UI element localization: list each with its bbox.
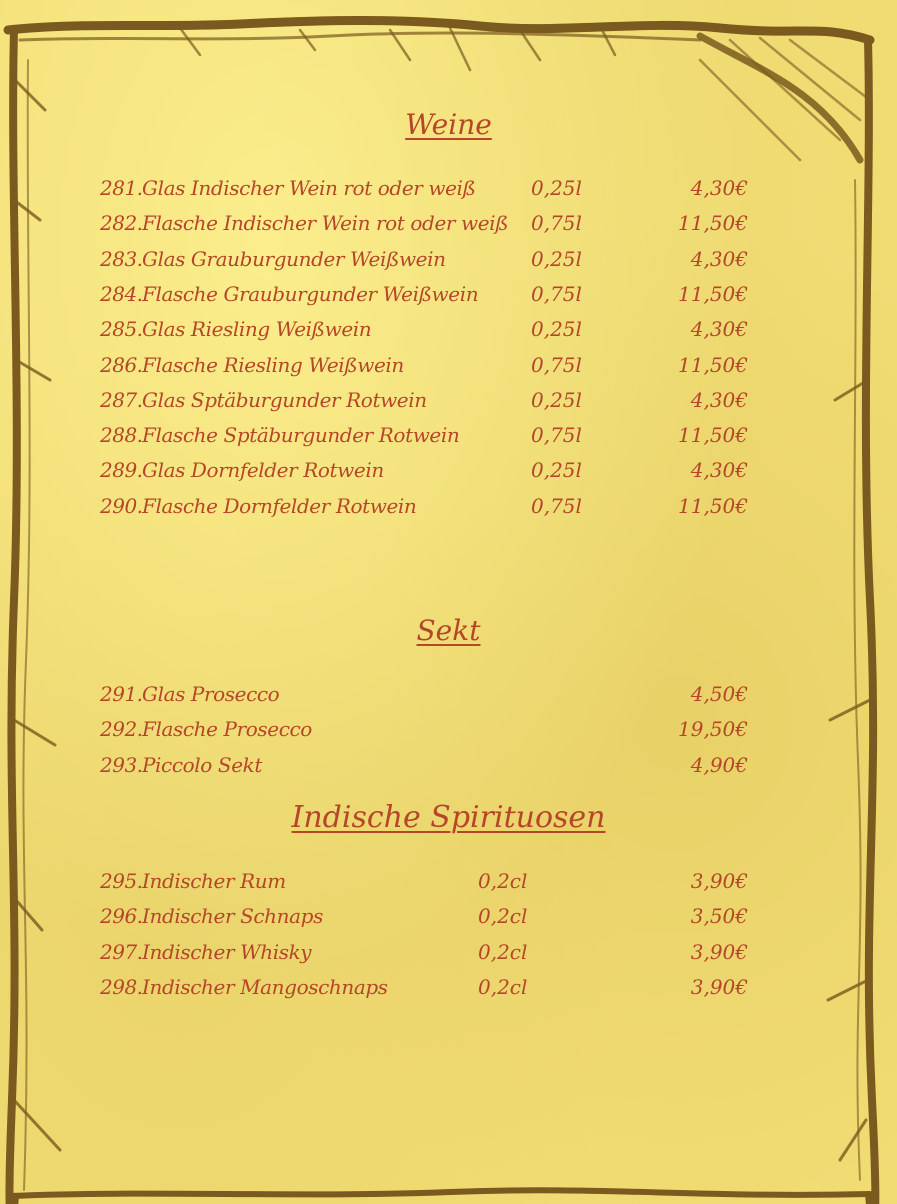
item-price: 4,30€ [690,387,748,412]
item-price: 3,50€ [690,904,748,929]
item-number: 295. [100,869,143,893]
item-size: 0,25l [531,246,582,271]
item-name: Glas Sptäburgunder Rotwein [142,387,427,412]
menu-item [0,206,897,240]
item-name: Indischer Schnaps [142,904,323,929]
item-number: 296. [100,904,143,929]
item-price: 11,50€ [678,211,748,236]
menu-item [0,489,897,523]
menu-item [0,935,897,969]
menu-item [0,171,897,205]
item-name: Glas Indischer Wein rot oder weiß [142,176,476,200]
menu-item [0,418,897,452]
menu-item [0,899,897,933]
item-number: 290. [100,493,143,518]
item-price: 3,90€ [690,939,748,964]
item-size: 0,75l [531,352,582,377]
menu-item [0,748,897,782]
item-name: Indischer Rum [142,869,286,893]
item-price: 4,30€ [690,246,748,271]
item-name: Glas Grauburgunder Weißwein [142,246,446,271]
item-size: 0,25l [531,458,582,483]
menu-item [0,453,897,487]
item-name: Flasche Sptäburgunder Rotwein [142,423,460,448]
item-size: 0,2cl [478,869,528,893]
menu-item [0,677,897,711]
item-price: 4,30€ [690,176,748,200]
menu-item [0,970,897,1004]
item-price: 11,50€ [678,493,748,518]
menu-item [0,712,897,746]
item-name: Flasche Indischer Wein rot oder weiß [142,211,509,236]
item-price: 4,30€ [690,317,748,342]
item-number: 284. [100,281,143,306]
item-number: 281. [100,176,143,200]
section-title-spirituosen: Indische Spirituosen [291,800,606,835]
item-name: Glas Dornfelder Rotwein [142,458,384,483]
item-number: 291. [100,682,143,706]
menu-item [0,864,897,898]
item-number: 289. [100,458,143,483]
item-price: 11,50€ [678,352,748,377]
item-size: 0,75l [531,493,582,518]
item-price: 11,50€ [678,281,748,306]
item-size: 0,25l [531,176,582,200]
item-name: Piccolo Sekt [142,752,262,777]
menu-item [0,312,897,346]
item-number: 282. [100,211,143,236]
section-title-weine: Weine [405,108,492,141]
menu-item [0,383,897,417]
item-size: 0,75l [531,281,582,306]
menu-item [0,348,897,382]
item-price: 4,90€ [690,752,748,777]
item-size: 0,2cl [478,939,528,964]
item-name: Flasche Riesling Weißwein [142,352,404,377]
item-number: 292. [100,717,143,742]
item-number: 283. [100,246,143,271]
item-price: 4,30€ [690,458,748,483]
item-number: 297. [100,939,143,964]
item-price: 19,50€ [678,717,748,742]
item-size: 0,75l [531,423,582,448]
item-name: Glas Riesling Weißwein [142,317,372,342]
item-price: 11,50€ [678,423,748,448]
item-number: 293. [100,752,143,777]
item-number: 287. [100,387,143,412]
section-title-sekt: Sekt [416,614,481,647]
item-name: Indischer Mangoschnaps [142,974,388,999]
item-name: Indischer Whisky [142,939,312,964]
item-name: Flasche Dornfelder Rotwein [142,493,417,518]
item-name: Flasche Prosecco [142,717,312,742]
item-size: 0,25l [531,387,582,412]
item-number: 298. [100,974,143,999]
item-number: 288. [100,423,143,448]
menu-item [0,277,897,311]
item-price: 3,90€ [690,974,748,999]
item-size: 0,2cl [478,904,528,929]
item-name: Glas Prosecco [142,682,280,706]
item-name: Flasche Grauburgunder Weißwein [142,281,479,306]
item-price: 3,90€ [690,869,748,893]
item-size: 0,25l [531,317,582,342]
item-number: 285. [100,317,143,342]
item-size: 0,75l [531,211,582,236]
menu-item [0,242,897,276]
item-number: 286. [100,352,143,377]
item-price: 4,50€ [690,682,748,706]
item-size: 0,2cl [478,974,528,999]
